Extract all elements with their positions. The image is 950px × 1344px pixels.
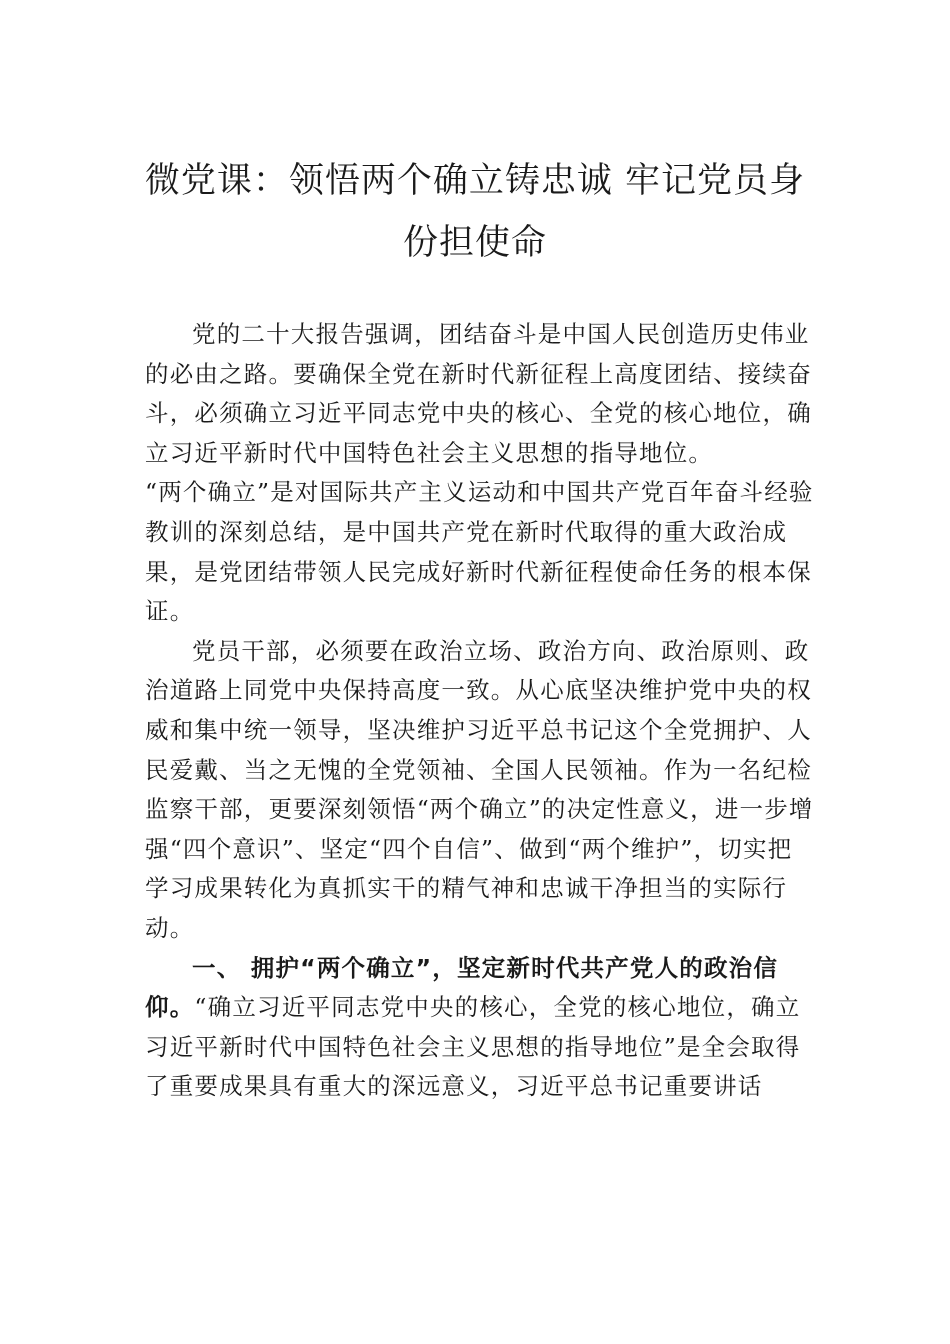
document-body [145, 315, 815, 1107]
paragraph-party-members: 党员干部，必须要在政治立场、政治方向、政治原则、政治道路上同党中央保持高度一致。从心底坚决维护党中央的权威和集中统一领导，坚决维护习近平总书记这个全党拥护、人民爱戴、当之无愧的全党领袖、全国人民领袖。作为一名纪检监察干部，更要深刻领悟“两个确立”的决定性意义，进一步增强“四个意识”、坚定“四个自信”、做到“两个维护”，切实把学习成果转化为真抓实干的精气神和忠诚干净担当的实际行动。 [145, 636, 814, 942]
document-title: 微党课：领悟两个确立铸忠诚 牢记党员身份担使命 [144, 161, 806, 263]
paragraph-section-one [145, 949, 815, 1107]
paragraph-intro: 党的二十大报告强调，团结奋斗是中国人民创造历史伟业的必由之路。要确保全党在新时代新征程上高度团结、接续奋斗，必须确立习近平同志党中央的核心、全党的核心地位，确立习近平新时代中国特色社会主义思想的指导地位。 [145, 320, 812, 467]
section-one-text: “确立习近平同志党中央的核心，全党的核心地位，确立习近平新时代中国特色社会主义思想的指导地位”是全会取得了重要成果具有重大的深远意义，习近平总书记重要讲话 [145, 993, 801, 1101]
paragraph-two-establishments: “两个确立”是对国际共产主义运动和中国共产党百年奋斗经验教训的深刻总结，是中国共产党在新时代取得的重大政治成果，是党团结带领人民完成好新时代新征程使命任务的根本保证。 [145, 478, 814, 626]
section-one-heading: 一、 拥护“两个确立”，坚定新时代共产党人的政治信仰。 [145, 953, 779, 1022]
